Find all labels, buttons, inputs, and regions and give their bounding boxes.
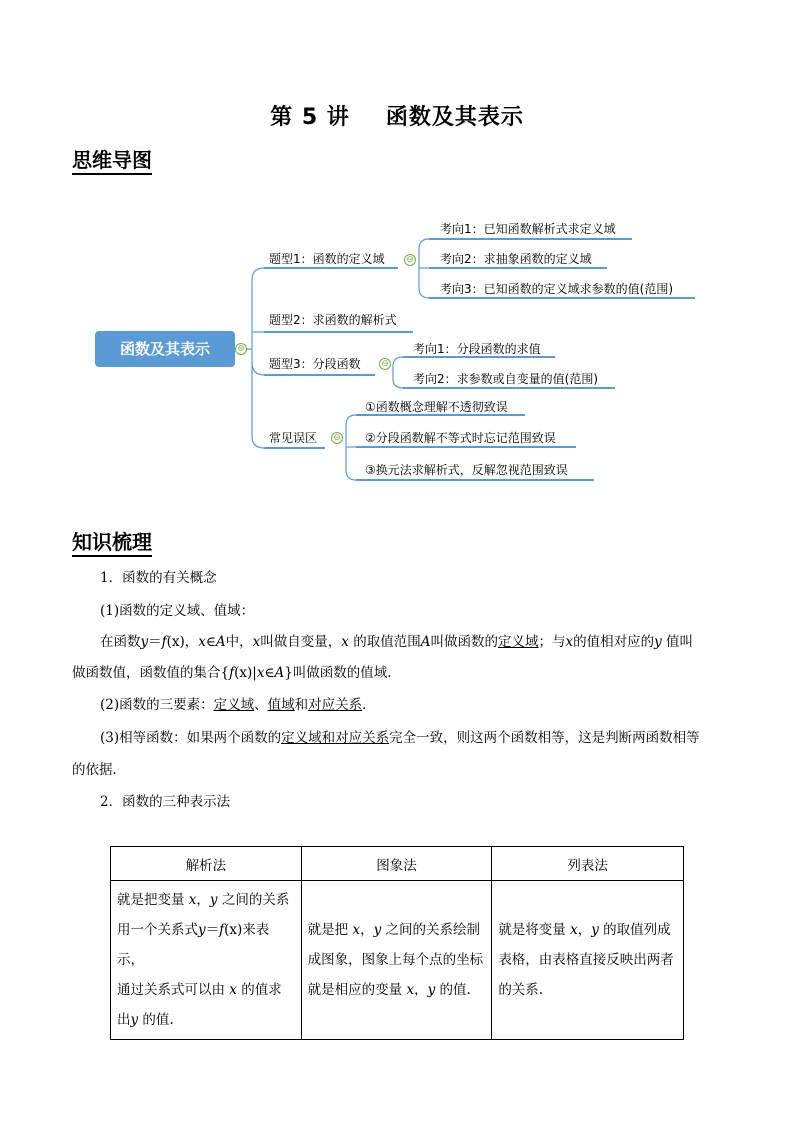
lecture-topic: 函数及其表示	[385, 105, 524, 130]
subheading-2: 2．函数的三种表示法	[100, 794, 231, 810]
table-cell-graph: 就是把 x，y 之间的关系绘制 成图象，图象上每个点的坐标 就是相应的变量 x，y 的值.	[301, 881, 492, 1040]
mindmap-root-node: 函数及其表示	[95, 331, 235, 367]
lecture-number: 第 5 讲	[270, 105, 350, 130]
collapse-icon[interactable]: ⊖	[235, 343, 247, 355]
paragraph: 的依据．	[72, 762, 126, 778]
mindmap-branch-3: 题型3：分段函数	[269, 357, 361, 371]
table-header: 解析法	[111, 847, 302, 881]
section-heading-knowledge: 知识梳理	[72, 530, 152, 557]
mindmap-leaf: 考向1：已知函数解析式求定义域	[440, 222, 616, 236]
mindmap-leaf: ②分段函数解不等式时忘记范围致误	[365, 431, 556, 445]
mindmap-branch-4: 常见误区	[269, 431, 318, 445]
paragraph: (3)相等函数：如果两个函数的定义域和对应关系完全一致，则这两个函数相等，这是判断两函数相等	[100, 730, 700, 746]
section-heading-mindmap: 思维导图	[72, 148, 152, 175]
mindmap-leaf: ③换元法求解析式，反解忽视范围致误	[365, 463, 568, 477]
table-cell-analytic: 就是把变量 x，y 之间的关系 用一个关系式y＝f(x)来表示， 通过关系式可以由 x 的值求 出y 的值.	[111, 881, 302, 1040]
collapse-icon[interactable]: ⊖	[404, 254, 416, 266]
mindmap-leaf: 考向3：已知函数的定义域求参数的值(范围)	[440, 282, 673, 296]
paragraph: 做函数值，函数值的集合{f(x)|x∈A}叫做函数的值域．	[72, 665, 401, 681]
paragraph: (2)函数的三要素：定义域、值域和对应关系．	[100, 697, 376, 713]
table-header-row	[111, 847, 684, 881]
table-header: 图象法	[301, 847, 492, 881]
mindmap-leaf: 考向2：求抽象函数的定义域	[440, 252, 592, 266]
paragraph: (1)函数的定义域、值域：	[100, 603, 255, 619]
paragraph: 在函数y＝f(x)，x∈A中，x叫做自变量，x 的取值范围A叫做函数的定义域；与x的值相对应的y 值叫	[100, 634, 694, 650]
representation-table	[110, 846, 684, 1040]
collapse-icon[interactable]: ⊖	[379, 358, 391, 370]
table-header: 列表法	[492, 847, 684, 881]
mindmap-branch-2: 题型2：求函数的解析式	[269, 313, 397, 327]
mindmap-branch-1: 题型1：函数的定义域	[269, 252, 385, 266]
mindmap-leaf: 考向2：求参数或自变量的值(范围)	[413, 372, 598, 386]
mindmap-leaf: 考向1：分段函数的求值	[413, 342, 541, 356]
table-cell-list: 就是将变量 x，y 的取值列成 表格，由表格直接反映出两者 的关系.	[492, 881, 684, 1040]
subheading-1: 1．函数的有关概念	[100, 570, 217, 586]
mindmap-leaf: ①函数概念理解不透彻致误	[365, 400, 508, 414]
table-row	[111, 881, 684, 1040]
collapse-icon[interactable]: ⊖	[331, 432, 343, 444]
